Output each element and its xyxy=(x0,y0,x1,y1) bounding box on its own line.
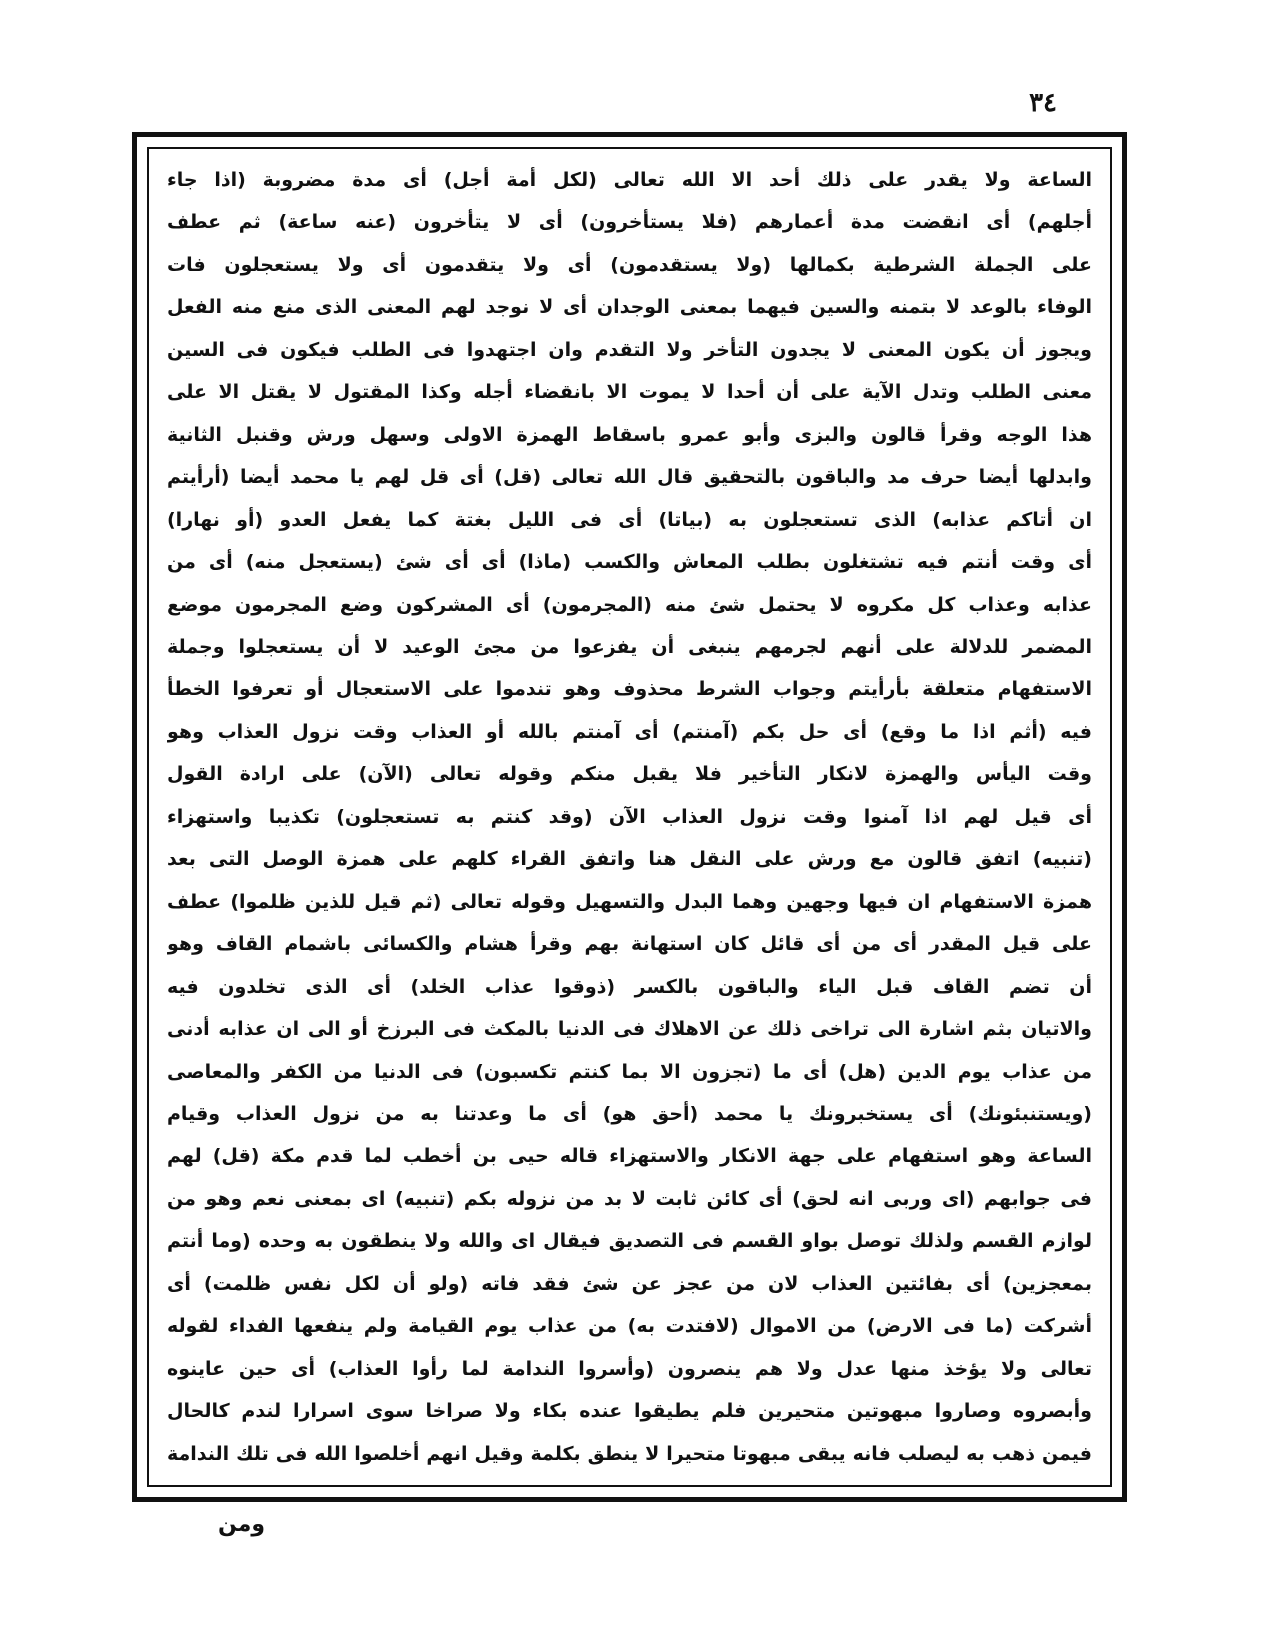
text-line: همزة الاستفهام ان فيها وجهين وهما البدل والتسهيل وقوله تعالى (ثم قيل للذين ظلموا) عطف xyxy=(167,890,1092,913)
text-line: والاتيان بثم اشارة الى تراخى ذلك عن الاهلاك فى الدنيا بالمكث فى البرزخ أو الى ان عذابه أدنى xyxy=(167,1018,1092,1041)
text-line: الساعة ولا يقدر على ذلك أحد الا الله تعالى (لكل أمة أجل) أى مدة مضروبة (اذا جاء xyxy=(167,169,1092,191)
text-line: أجلهم) أى انقضت مدة أعمارهم (فلا يستأخرون) أى لا يتأخرون (عنه ساعة) ثم عطف xyxy=(167,211,1092,234)
text-line: (ويستنبئونك) أى يستخبرونك يا محمد (أحق هو) أى ما وعدتنا به من نزول العذاب وقيام xyxy=(167,1102,1092,1125)
text-line: ان أتاكم عذابه) الذى تستعجلون به (بياتا) أى فى الليل بغتة كما يفعل العدو (أو نهارا) xyxy=(167,508,1092,531)
text-line: الاستفهام متعلقة بأرأيتم وجواب الشرط محذوف وهو تندموا على الاستعجال أو تعرفوا الخطأ xyxy=(167,678,1092,701)
text-line: الوفاء بالوعد لا بتمنه والسين فيهما بمعنى الوجدان أى لا نوجد لهم المعنى الذى منع منه الفعل xyxy=(167,296,1092,319)
text-line: لوازم القسم ولذلك توصل بواو القسم فى التصديق فيقال اى والله ولا ينطقون به وحده (وما أنتم xyxy=(167,1230,1092,1253)
text-line: ويجوز أن يكون المعنى لا يجدون التأخر ولا التقدم وان اجتهدوا فى الطلب فيكون فى السين xyxy=(167,338,1092,361)
text-line: على الجملة الشرطية بكمالها (ولا يستقدمون) أى ولا يتقدمون أى ولا يستعجلون فات xyxy=(167,253,1092,276)
text-line: (تنبيه) اتفق قالون مع ورش على النقل هنا واتفق القراء كلهم على همزة الوصل التى بعد xyxy=(167,848,1092,871)
text-line: أن تضم القاف قبل الياء والباقون بالكسر (ذوقوا عذاب الخلد) أى الذى تخلدون فيه xyxy=(167,975,1092,998)
text-line: تعالى ولا يؤخذ منها عدل ولا هم ينصرون (وأسروا الندامة لما رأوا العذاب) أى حين عاينوه xyxy=(167,1357,1092,1380)
text-line: من عذاب يوم الدين (هل) أى ما (تجزون الا بما كنتم تكسبون) فى الدنيا من الكفر والمعاصى xyxy=(167,1060,1092,1083)
page-frame xyxy=(132,132,1127,1502)
text-line: المضمر للدلالة على أنهم لجرمهم ينبغى أن يفزعوا من مجئ الوعيد لا أن يستعجلوا وجملة xyxy=(167,635,1092,658)
text-line: أى وقت أنتم فيه تشتغلون بطلب المعاش والكسب (ماذا) أى أى شئ (يستعجل منه) أى من xyxy=(167,551,1092,574)
text-line: أى قيل لهم اذا آمنوا وقت نزول العذاب الآن (وقد كنتم به تستعجلون) تكذيبا واستهزاء xyxy=(167,805,1092,828)
page-frame-inner xyxy=(147,147,1112,1487)
text-line: فيمن ذهب به ليصلب فانه يبقى مبهوتا متحيرا لا ينطق بكلمة وقيل انهم أخلصوا الله فى تلك الندامة xyxy=(167,1442,1092,1465)
text-line: وأبصروه وصاروا مبهوتين متحيرين فلم يطيقوا عنده بكاء ولا صراخا سوى اسرارا لندم كالحال xyxy=(167,1400,1092,1423)
page-number: ٣٤ xyxy=(1029,88,1057,118)
text-line: بمعجزين) أى بفائتين العذاب لان من عجز عن شئ فقد فاته (ولو أن لكل نفس ظلمت) أى xyxy=(167,1272,1092,1295)
text-line: على قيل المقدر أى من أى قائل كان استهانة بهم وقرأ هشام والكسائى باشمام القاف وهو xyxy=(167,933,1092,956)
text-line: معنى الطلب وتدل الآية على أن أحدا لا يموت الا بانقضاء أجله وكذا المقتول لا يقتل الا على xyxy=(167,381,1092,404)
text-line: وابدلها أيضا حرف مد والباقون بالتحقيق قال الله تعالى (قل) أى قل لهم يا محمد أيضا (أرأيتم xyxy=(167,466,1092,489)
text-body xyxy=(167,161,1092,1473)
text-line: وقت اليأس والهمزة لانكار التأخير فلا يقبل منكم وقوله تعالى (الآن) على ارادة القول xyxy=(167,763,1092,786)
catchword: ومن xyxy=(218,1512,266,1537)
text-line: فى جوابهم (اى وربى انه لحق) أى كائن ثابت لا بد من نزوله بكم (تنبيه) اى بمعنى نعم وهو من xyxy=(167,1187,1092,1210)
text-line: أشركت (ما فى الارض) من الاموال (لافتدت به) من عذاب يوم القيامة ولم ينفعها الفداء لقوله xyxy=(167,1315,1092,1338)
text-line: فيه (أثم اذا ما وقع) أى حل بكم (آمنتم) أى آمنتم بالله أو العذاب وقت نزول العذاب وهو xyxy=(167,720,1092,743)
text-line: عذابه وعذاب كل مكروه لا يحتمل شئ منه (المجرمون) أى المشركون وضع المجرمون موضع xyxy=(167,593,1092,616)
text-line: هذا الوجه وقرأ قالون والبزى وأبو عمرو باسقاط الهمزة الاولى وسهل ورش وقنبل الثانية xyxy=(167,423,1092,446)
text-line: الساعة وهو استفهام على جهة الانكار والاستهزاء قاله حيى بن أخطب لما قدم مكة (قل) لهم xyxy=(167,1145,1092,1168)
